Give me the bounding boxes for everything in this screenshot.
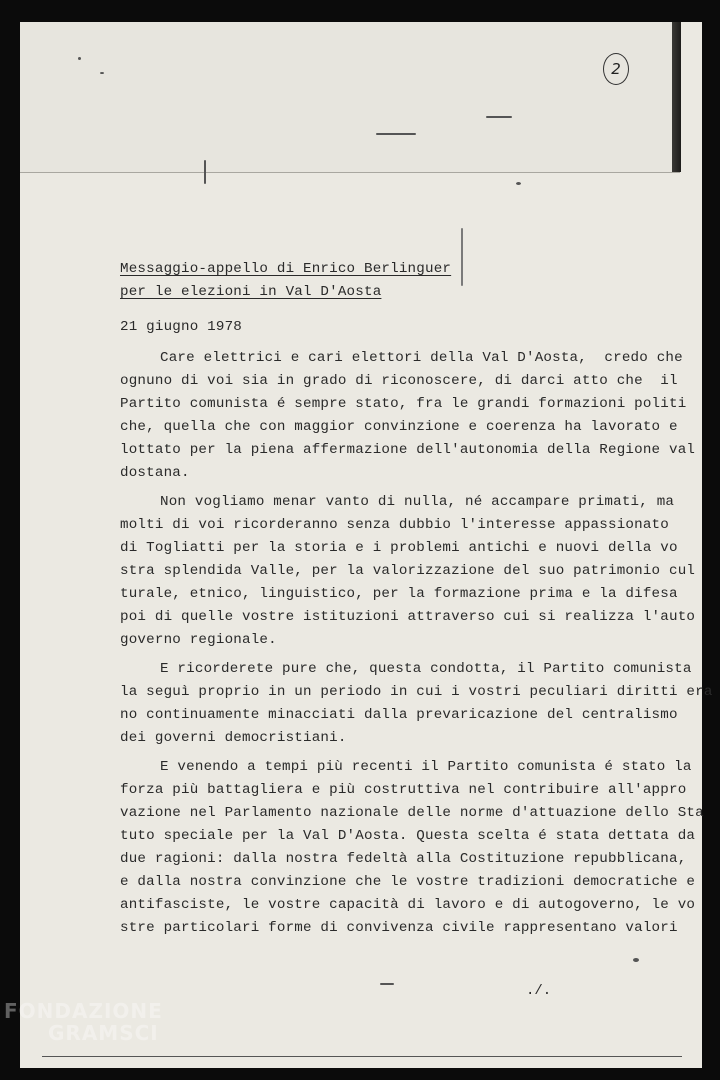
text-line: Partito comunista é sempre stato, fra le grandi formazioni politi: [120, 396, 687, 412]
paper-speck: [486, 116, 512, 118]
text-line: E ricorderete pure che, questa condotta, il Partito comunista: [160, 661, 692, 677]
text-line: di Togliatti per la storia e i problemi antichi e nuovi della vo: [120, 540, 678, 556]
text-line: Non vogliamo menar vanto di nulla, né accampare primati, ma: [160, 494, 675, 510]
letter-title-line-2: per le elezioni in Val D'Aosta: [120, 284, 382, 300]
page-number: 2: [603, 53, 629, 85]
watermark-line-1: FONDAZIONE: [4, 999, 163, 1023]
text-line: turale, etnico, linguistico, per la formazione prima e la difesa: [120, 586, 678, 602]
text-line: stra splendida Valle, per la valorizzazione del suo patrimonio cul: [120, 563, 696, 579]
text-line: poi di quelle vostre istituzioni attraverso cui si realizza l'auto: [120, 609, 696, 625]
paper-speck: [204, 160, 206, 184]
text-line: molti di voi ricorderanno senza dubbio l'interesse appassionato: [120, 517, 669, 533]
paper-speck: [100, 72, 104, 74]
text-line: governo regionale.: [120, 632, 277, 648]
text-line: vazione nel Parlamento nazionale delle norme d'attuazione dello Sta: [120, 805, 704, 821]
text-line: la seguì proprio in un periodo in cui i vostri peculiari diritti era: [120, 684, 713, 700]
paper-speck: [78, 57, 81, 60]
paper-speck: [516, 182, 521, 185]
overlay-paper-edge: [672, 22, 681, 172]
text-line: forza più battagliera e più costruttiva nel contribuire all'appro: [120, 782, 687, 798]
text-line: due ragioni: dalla nostra fedeltà alla Costituzione repubblicana,: [120, 851, 687, 867]
text-line: dostana.: [120, 465, 190, 481]
watermark-line-2: GRAMSCI: [48, 1021, 159, 1045]
text-line: Care elettrici e cari elettori della Val D'Aosta, credo che: [160, 350, 683, 366]
paper-speck: [633, 958, 639, 962]
text-line: che, quella che con maggior convinzione e coerenza ha lavorato e: [120, 419, 678, 435]
archive-watermark: [4, 1000, 163, 1044]
page-bottom-edge: [42, 1056, 682, 1057]
text-line: tuto speciale per la Val D'Aosta. Questa scelta é stata dettata da: [120, 828, 696, 844]
letter-title-line-1: Messaggio-appello di Enrico Berlinguer: [120, 261, 452, 277]
continuation-mark: ./.: [526, 983, 552, 999]
text-line: antifasciste, le vostre capacità di lavoro e di autogoverno, le vo: [120, 897, 696, 913]
text-line: stre particolari forme di convivenza civile rappresentano valori: [120, 920, 678, 936]
overlay-paper-strip: [20, 22, 680, 173]
text-line: e dalla nostra convinzione che le vostre tradizioni democratiche e: [120, 874, 696, 890]
text-line: no continuamente minacciati dalla prevaricazione del centralismo: [120, 707, 678, 723]
text-line: lottato per la piena affermazione dell'autonomia della Regione val: [120, 442, 696, 458]
paragraph-2: [120, 491, 696, 652]
text-line: ognuno di voi sia in grado di riconoscere, di darci atto che il: [120, 373, 678, 389]
letter-body: [120, 258, 713, 940]
paper-speck: [376, 133, 416, 135]
paragraph-1: [120, 347, 696, 485]
text-line: E venendo a tempi più recenti il Partito comunista é stato la: [160, 759, 692, 775]
letter-date: 21 giugno 1978: [120, 319, 242, 335]
text-line: dei governi democristiani.: [120, 730, 347, 746]
paragraph-3: [120, 658, 713, 750]
paragraph-4: [120, 756, 704, 940]
paper-speck: [380, 983, 394, 985]
